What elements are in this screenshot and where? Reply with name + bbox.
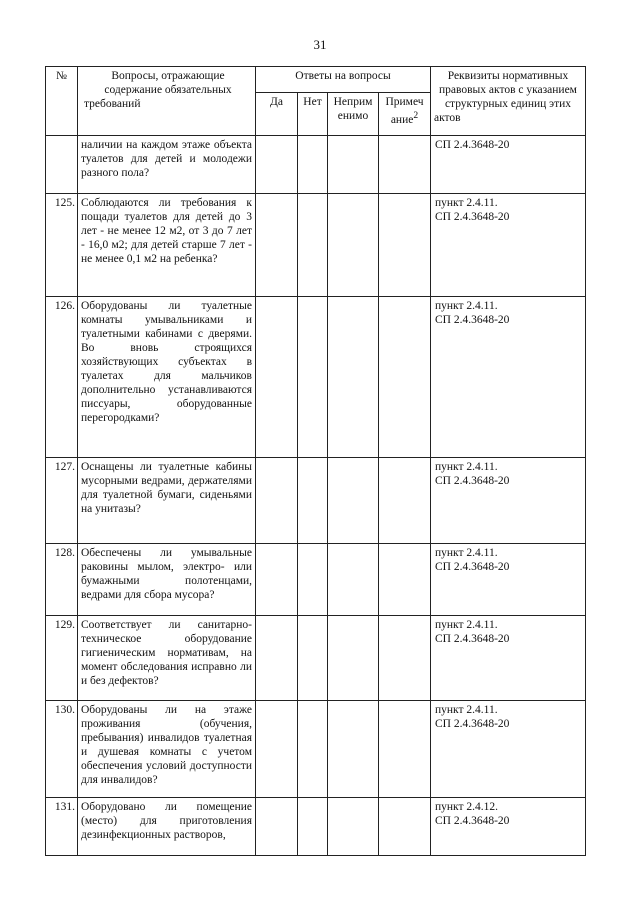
table-row <box>46 458 586 544</box>
row-number: 129. <box>46 616 78 701</box>
answer-no-cell[interactable] <box>298 616 328 701</box>
table-row <box>46 798 586 856</box>
row-question: Оборудованы ли туалетные комнаты умывальниками и туалетными кабинами с дверями. Во вновь строящихся хозяйствующих субъектах в туалетах для мальчиков дополнительно устанавливаются писсуары, оборудованные перегородками? <box>78 297 256 458</box>
row-question: Оборудованы ли на этаже проживания (обучения, пребывания) инвалидов туалетная и душевая комнаты с учетом обеспечения условий доступности для инвалидов? <box>78 701 256 798</box>
answer-na-cell[interactable] <box>328 458 379 544</box>
row-reference: СП 2.4.3648-20 <box>431 136 586 194</box>
row-question: Оборудовано ли помещение (место) для приготовления дезинфекционных растворов, <box>78 798 256 856</box>
answer-note-cell[interactable] <box>379 136 431 194</box>
header-answers: Ответы на вопросы <box>256 67 431 93</box>
header-refs: Реквизиты нормативных правовых актов с указанием структурных единиц этих актов <box>431 67 586 136</box>
row-number: 130. <box>46 701 78 798</box>
row-question: Соблюдаются ли требования к пощади туалетов для детей до 3 лет - не менее 12 м2, от 3 до 7 лет - 16,0 м2; для детей старше 7 лет - не менее 0,1 м2 на ребенка? <box>78 194 256 297</box>
answer-note-cell[interactable] <box>379 458 431 544</box>
answer-no-cell[interactable] <box>298 297 328 458</box>
row-reference: пункт 2.4.11. СП 2.4.3648-20 <box>431 701 586 798</box>
row-number: 131. <box>46 798 78 856</box>
answer-na-cell[interactable] <box>328 136 379 194</box>
header-na: Неприм енимо <box>328 93 379 136</box>
header-yes: Да <box>256 93 298 136</box>
answer-na-cell[interactable] <box>328 701 379 798</box>
requirements-table <box>45 66 586 856</box>
answer-yes-cell[interactable] <box>256 136 298 194</box>
header-num: № <box>46 67 78 136</box>
row-number <box>46 136 78 194</box>
answer-note-cell[interactable] <box>379 798 431 856</box>
row-number: 126. <box>46 297 78 458</box>
answer-no-cell[interactable] <box>298 458 328 544</box>
answer-yes-cell[interactable] <box>256 297 298 458</box>
header-note: Примеч ание$^2$ <box>379 93 431 136</box>
table-row <box>46 194 586 297</box>
answer-note-cell[interactable] <box>379 544 431 616</box>
table-row <box>46 136 586 194</box>
answer-na-cell[interactable] <box>328 194 379 297</box>
row-reference: пункт 2.4.11. СП 2.4.3648-20 <box>431 194 586 297</box>
answer-na-cell[interactable] <box>328 616 379 701</box>
answer-no-cell[interactable] <box>298 544 328 616</box>
header-no: Нет <box>298 93 328 136</box>
page-number: 31 <box>313 37 327 52</box>
row-question: Соответствует ли санитарно-техническое оборудование гигиеническим нормативам, на момент обследования исправно ли и без дефектов? <box>78 616 256 701</box>
answer-na-cell[interactable] <box>328 297 379 458</box>
answer-yes-cell[interactable] <box>256 798 298 856</box>
answer-no-cell[interactable] <box>298 136 328 194</box>
answer-note-cell[interactable] <box>379 297 431 458</box>
row-number: 127. <box>46 458 78 544</box>
table-row <box>46 544 586 616</box>
row-question: Оснащены ли туалетные кабины мусорными ведрами, держателями для туалетной бумаги, сиденьями на унитазы? <box>78 458 256 544</box>
answer-no-cell[interactable] <box>298 798 328 856</box>
table-row <box>46 616 586 701</box>
row-question: Обеспечены ли умывальные раковины мылом, электро- или бумажными полотенцами, ведрами для сбора мусора? <box>78 544 256 616</box>
row-reference: пункт 2.4.12. СП 2.4.3648-20 <box>431 798 586 856</box>
row-question: наличии на каждом этаже объекта туалетов для детей и молодежи разного пола? <box>78 136 256 194</box>
answer-yes-cell[interactable] <box>256 544 298 616</box>
row-number: 128. <box>46 544 78 616</box>
row-reference: пункт 2.4.11. СП 2.4.3648-20 <box>431 616 586 701</box>
answer-note-cell[interactable] <box>379 616 431 701</box>
answer-na-cell[interactable] <box>328 798 379 856</box>
answer-na-cell[interactable] <box>328 544 379 616</box>
answer-note-cell[interactable] <box>379 194 431 297</box>
answer-yes-cell[interactable] <box>256 616 298 701</box>
header-row-1 <box>46 67 586 93</box>
row-number: 125. <box>46 194 78 297</box>
answer-note-cell[interactable] <box>379 701 431 798</box>
row-reference: пункт 2.4.11. СП 2.4.3648-20 <box>431 458 586 544</box>
answer-no-cell[interactable] <box>298 701 328 798</box>
row-reference: пункт 2.4.11. СП 2.4.3648-20 <box>431 544 586 616</box>
answer-yes-cell[interactable] <box>256 194 298 297</box>
row-reference: пункт 2.4.11. СП 2.4.3648-20 <box>431 297 586 458</box>
answer-no-cell[interactable] <box>298 194 328 297</box>
answer-yes-cell[interactable] <box>256 701 298 798</box>
answer-yes-cell[interactable] <box>256 458 298 544</box>
table-row <box>46 701 586 798</box>
header-questions: Вопросы, отражающие содержание обязательных требований <box>78 67 256 136</box>
table-row <box>46 297 586 458</box>
